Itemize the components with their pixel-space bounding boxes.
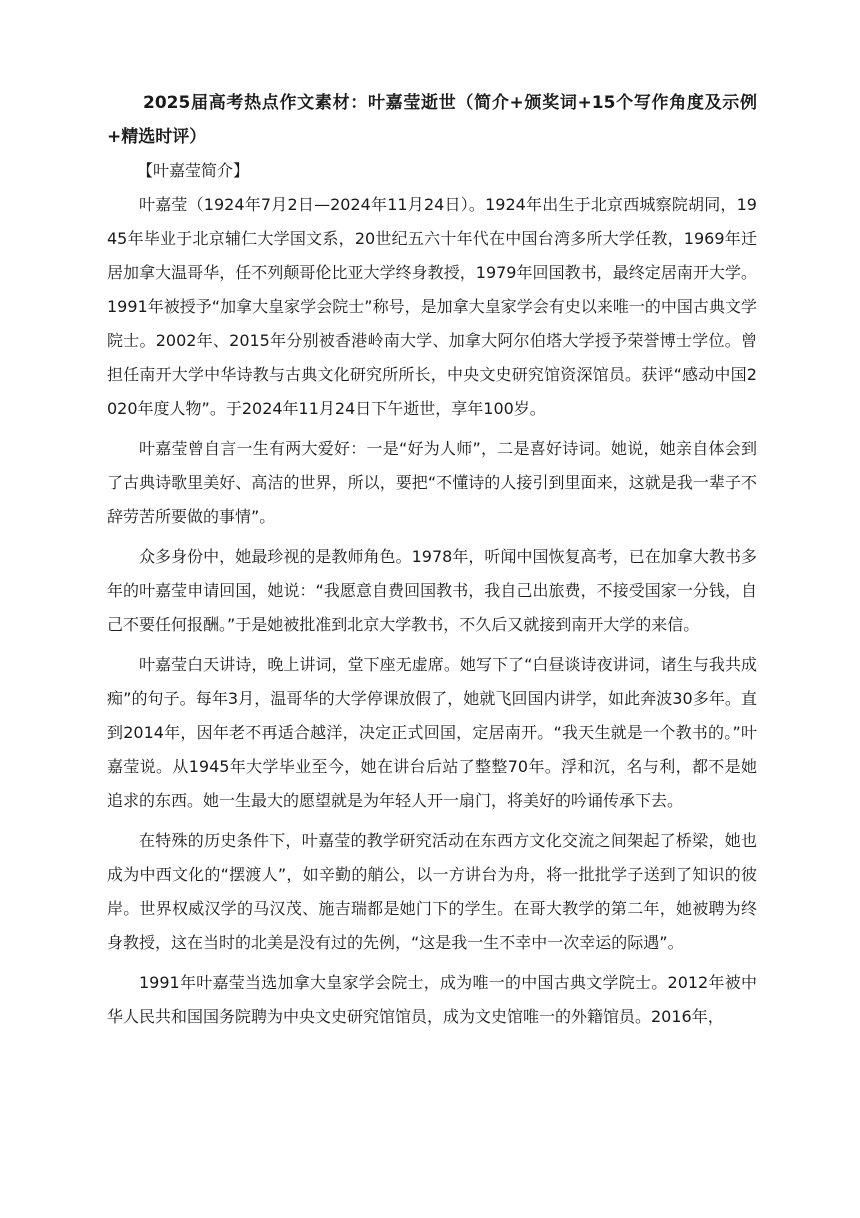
paragraph-bio: 叶嘉莹（1924年7月2日—2024年11月24日）。1924年出生于北京西城察院胡同，1945年毕业于北京辅仁大学国文系，20世纪五六十年代在中国台湾多所大学任教，1969年迁居加拿大温哥华，任不列颠哥伦比亚大学终身教授，1979年回国教书，最终定居南开大学。1991年被授予“加拿大皇家学会院士”称号，是加拿大皇家学会有史以来唯一的中国古典文学院士。2002年、2015年分别被香港岭南大学、加拿大阿尔伯塔大学授予荣誉博士学位。曾担任南开大学中华诗教与古典文化研究所所长，中央文史研究馆资深馆员。获评“感动中国2020年度人物”。于2024年11月24日下午逝世，享年100岁。 <box>107 195 757 418</box>
paragraph-teaching: 叶嘉莹白天讲诗，晚上讲词，堂下座无虚席。她写下了“白昼谈诗夜讲词，诸生与我共成痴”的句子。每年3月，温哥华的大学停课放假了，她就飞回国内讲学，如此奔波30多年。直到2014年，因年老不再适合越洋，决定正式回国，定居南开。“我天生就是一个教书的。”叶嘉莹说。从1945年大学毕业至今，她在讲台后站了整整70年。浮和沉，名与利，都不是她追求的东西。她一生最大的愿望就是为年轻人开一扇门，将美好的吟诵传承下去。 <box>107 655 757 810</box>
paragraph-teacher-role: 众多身份中，她最珍视的是教师角色。1978年，听闻中国恢复高考，已在加拿大教书多年的叶嘉莹申请回国，她说：“我愿意自费回国教书，我自己出旅费，不接受国家一分钱，自己不要任何报酬。”于是她被批准到北京大学教书，不久后又就接到南开大学的来信。 <box>107 547 757 634</box>
document-title: 2025届高考热点作文素材：叶嘉莹逝世（简介+颁奖词+15个写作角度及示例+精选时评） <box>107 93 757 147</box>
document-body <box>107 86 757 1040</box>
paragraph-cultural-bridge: 在特殊的历史条件下，叶嘉莹的教学研究活动在东西方文化交流之间架起了桥梁，她也成为中西文化的“摆渡人”，如辛勤的艄公，以一方讲台为舟，将一批批学子送到了知识的彼岸。世界权威汉学的马汉茂、施吉瑞都是她门下的学生。在哥大教学的第二年，她被聘为终身教授，这在当时的北美是没有过的先例，“这是我一生不幸中一次幸运的际遇”。 <box>107 831 757 952</box>
paragraph-hobbies: 叶嘉莹曾自言一生有两大爱好：一是“好为人师”，二是喜好诗词。她说，她亲自体会到了古典诗歌里美好、高洁的世界，所以，要把“不懂诗的人接引到里面来，这就是我一辈子不辞劳苦所要做的事情”。 <box>107 439 757 526</box>
paragraph-honors: 1991年叶嘉莹当选加拿大皇家学会院士，成为唯一的中国古典文学院士。2012年被中华人民共和国国务院聘为中央文史研究馆馆员，成为文史馆唯一的外籍馆员。2016年， <box>107 973 757 1026</box>
section-heading: 【叶嘉莹简介】 <box>137 161 250 180</box>
